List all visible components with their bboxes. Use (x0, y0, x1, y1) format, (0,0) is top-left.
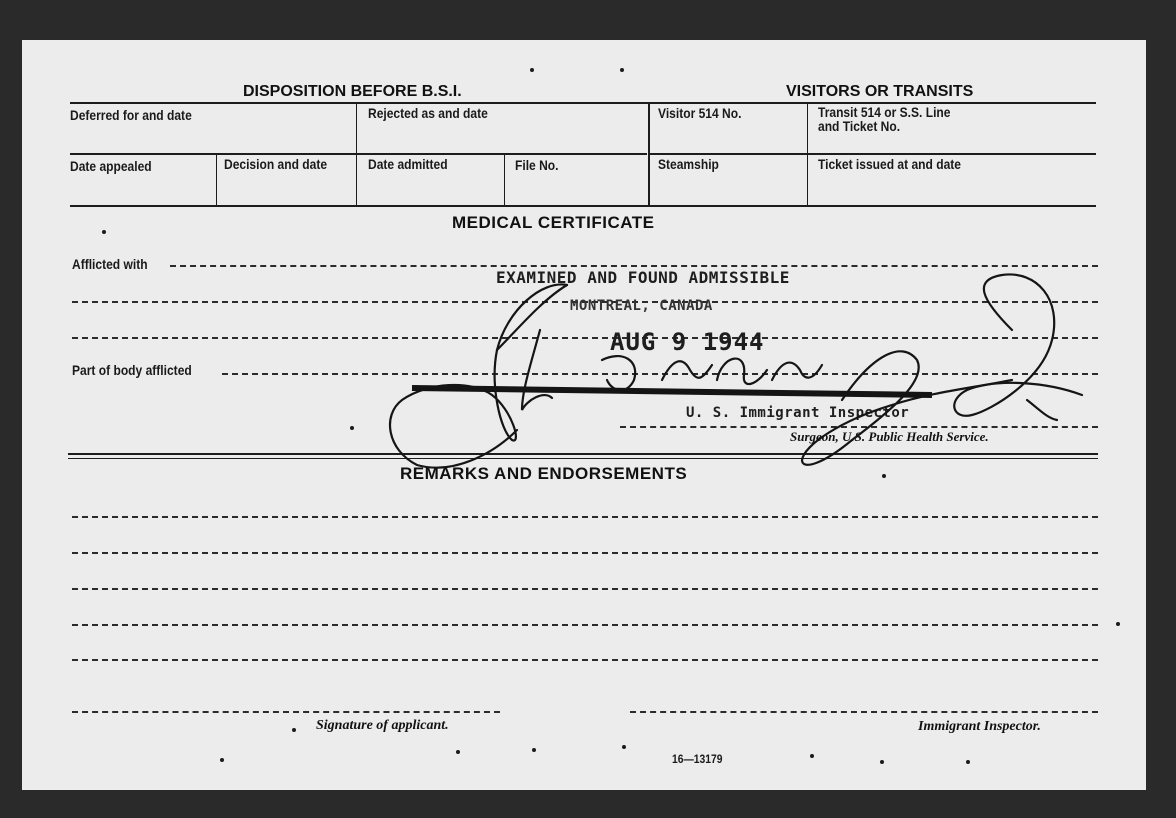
signature-applicant-label: Signature of applicant. (316, 718, 449, 733)
scan-speck (532, 748, 536, 752)
scan-speck (966, 760, 970, 764)
form-number: 16—13179 (672, 752, 723, 766)
inspector-signature-line (630, 711, 1098, 713)
scan-speck (880, 760, 884, 764)
rejected-label: Rejected as and date (368, 105, 488, 121)
scan-speck (292, 728, 296, 732)
stamp-line-4: U. S. Immigrant Inspector (686, 405, 910, 421)
appealed-divider (216, 153, 217, 205)
section-divider (648, 102, 650, 205)
scan-speck (350, 426, 354, 430)
transit-label (818, 105, 950, 133)
disposition-middle-rule (70, 153, 647, 155)
date-admitted-label: Date admitted (368, 156, 448, 172)
file-no-label: File No. (515, 157, 559, 173)
surgeon-label: Surgeon, U.S. Public Health Service. (790, 429, 989, 444)
disposition-divider (356, 102, 357, 205)
transit-label-line1: Transit 514 or S.S. Line (818, 104, 951, 120)
remarks-line-3 (72, 588, 1098, 590)
disposition-title: DISPOSITION BEFORE B.S.I. (243, 83, 462, 100)
admitted-divider (504, 153, 505, 205)
record-card (22, 40, 1146, 790)
ticket-issued-label: Ticket issued at and date (818, 156, 961, 172)
deferred-label: Deferred for and date (70, 107, 192, 123)
decision-label: Decision and date (224, 156, 328, 172)
applicant-signature-line (72, 711, 500, 713)
remarks-line-5 (72, 659, 1098, 661)
visitors-middle-rule (649, 153, 1096, 155)
scan-speck (456, 750, 460, 754)
remarks-line-4 (72, 624, 1098, 626)
scan-speck (102, 230, 106, 234)
transit-label-line2: and Ticket No. (818, 118, 901, 134)
steamship-label: Steamship (658, 156, 719, 172)
visitors-divider (807, 102, 808, 205)
afflicted-label: Afflicted with (72, 256, 148, 272)
scan-speck (220, 758, 224, 762)
stamp-line-2: MONTREAL, CANADA (570, 298, 713, 314)
visitor-label: Visitor 514 No. (658, 105, 742, 121)
scan-speck (622, 745, 626, 749)
scan-speck (620, 68, 624, 72)
part-of-body-label: Part of body afflicted (72, 362, 192, 378)
remarks-line-1 (72, 516, 1098, 518)
stamp-line-1: EXAMINED AND FOUND ADMISSIBLE (496, 268, 790, 287)
remarks-line-2 (72, 552, 1098, 554)
scan-speck (882, 474, 886, 478)
date-appealed-label: Date appealed (70, 158, 152, 174)
stamp-date: AUG 9 1944 (610, 328, 765, 356)
immigrant-inspector-label: Immigrant Inspector. (918, 719, 1041, 734)
afflicted-line-1 (170, 265, 1098, 267)
scan-speck (1116, 622, 1120, 626)
scan-speck (810, 754, 814, 758)
medical-title: MEDICAL CERTIFICATE (452, 213, 655, 232)
scan-speck (530, 68, 534, 72)
visitors-title: VISITORS OR TRANSITS (786, 83, 974, 100)
remarks-title: REMARKS AND ENDORSEMENTS (400, 464, 688, 483)
inspector-signature (372, 270, 1092, 480)
table-bottom-rule (70, 205, 1096, 207)
